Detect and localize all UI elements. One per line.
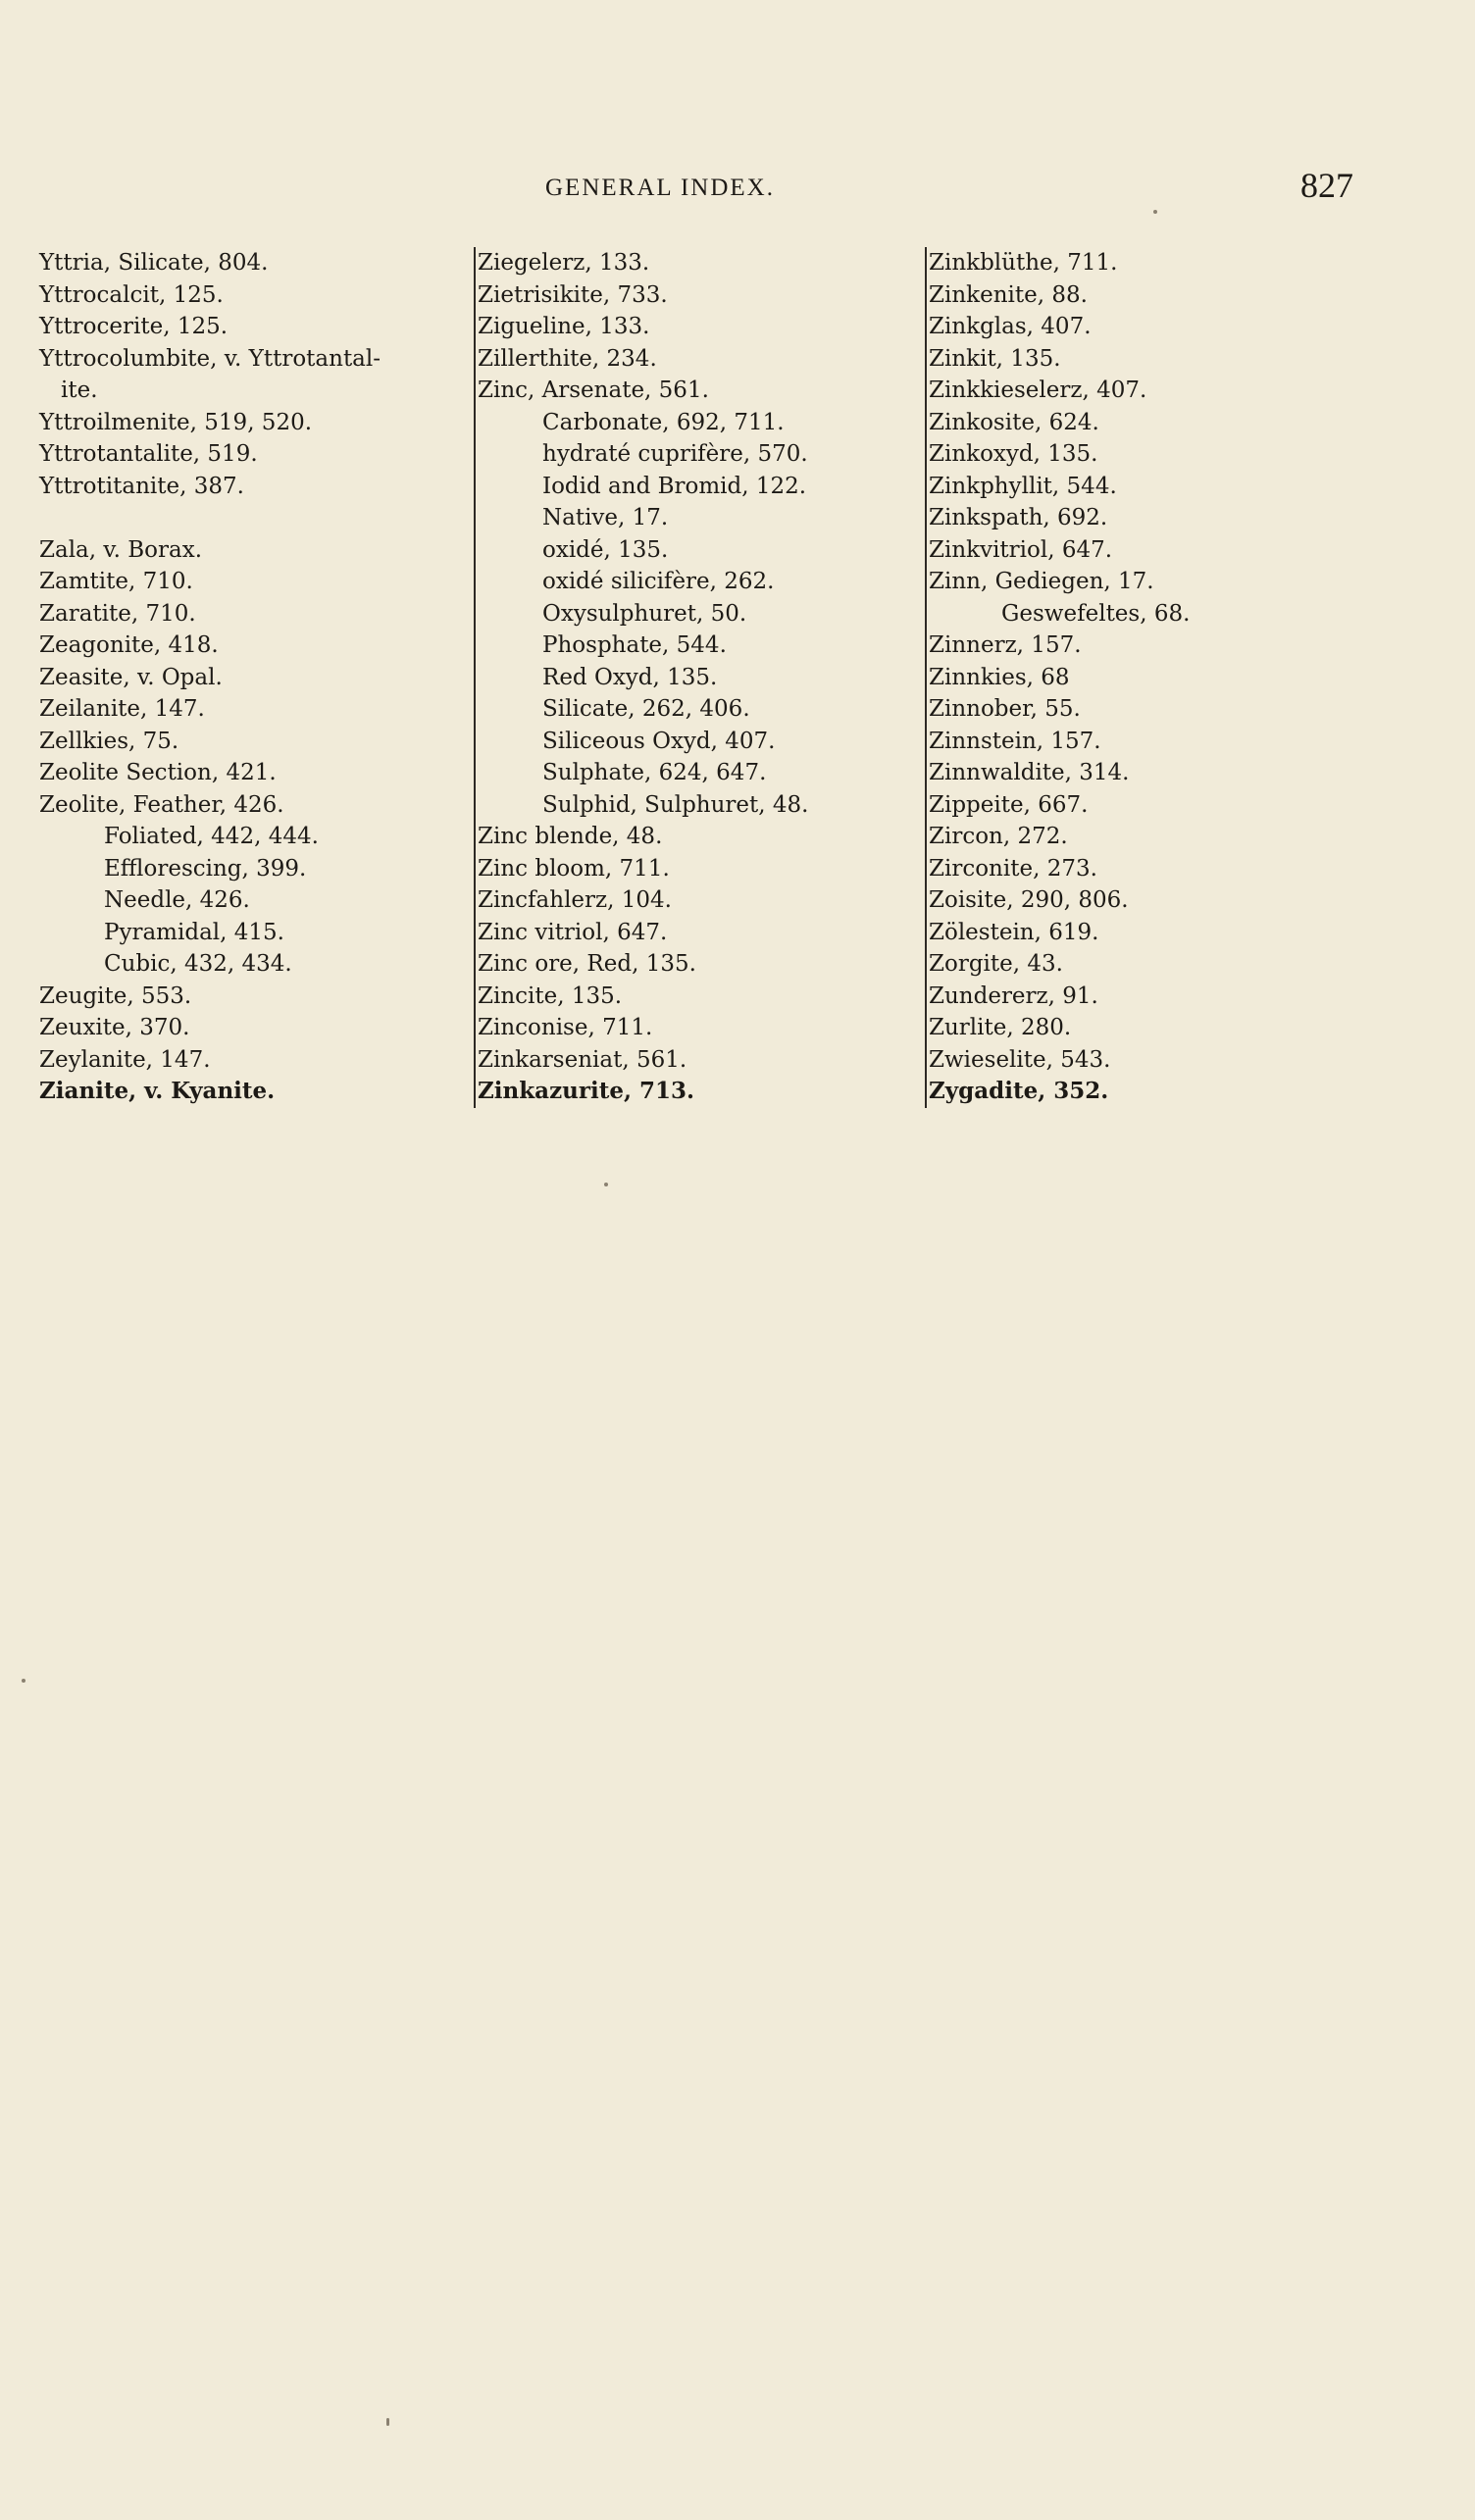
index-entry: Yttrocalcit, 125. [39,281,224,308]
index-entry: Zaratite, 710. [39,600,196,627]
index-entry: Zinnkies, 68 [929,664,1070,690]
index-entry: Zinc ore, Red, 135. [478,951,696,977]
index-entry: Zinc, Arsenate, 561. [478,378,709,403]
index-entry: Zygadite, 352. [929,1078,1109,1104]
index-entry-continuation: ite. [61,378,98,403]
index-entry: Zincfahlerz, 104. [478,887,672,913]
index-entry: Zölestein, 619. [929,919,1099,945]
index-entry: Zinnerz, 157. [929,632,1082,658]
running-title: GENERAL INDEX. [545,175,775,201]
index-entry: Zippeite, 667. [929,791,1089,818]
index-entry: Zinkkieselerz, 407. [929,378,1147,403]
index-entry: Yttrotitanite, 387. [39,473,244,499]
index-entry: Zircon, 272. [929,824,1068,849]
paper-speck [1153,210,1157,214]
index-entry: Zinkphyllit, 544. [929,473,1117,499]
page-number: 827 [1300,166,1353,205]
index-subentry: hydraté cuprifère, 570. [542,441,808,467]
index-column-2 [474,247,909,1108]
index-entry: Zinkenite, 88. [929,281,1088,308]
index-entry: Zinkarseniat, 561. [478,1046,687,1073]
index-entry: Ziegelerz, 133. [478,250,650,276]
index-subentry: oxidé, 135. [542,536,669,563]
index-entry: Zinc vitriol, 647. [478,919,668,945]
index-subentry: Red Oxyd, 135. [542,664,718,690]
paper-speck [386,2418,389,2426]
index-entry: Zinkit, 135. [929,345,1061,372]
index-column-1 [39,247,459,1108]
section-gap [39,502,459,534]
index-subentry: Iodid and Bromid, 122. [542,473,807,499]
index-entry: Yttrocerite, 125. [39,314,229,339]
index-entry: Zundererz, 91. [929,983,1098,1009]
index-subentry: Foliated, 442, 444. [104,824,319,849]
index-entry: Zincite, 135. [478,983,623,1009]
index-entry: Zeilanite, 147. [39,696,205,722]
index-entry: Zeylanite, 147. [39,1046,211,1073]
paper-speck [22,1679,25,1683]
index-entry: Zeolite, Feather, 426. [39,791,284,818]
index-entry: Zorgite, 43. [929,951,1063,977]
index-subentry: Phosphate, 544. [542,632,727,658]
index-entry: Zeuxite, 370. [39,1015,190,1040]
index-entry: Zeolite Section, 421. [39,760,277,785]
index-entry: Zianite, v. Kyanite. [39,1078,276,1104]
index-column-3 [925,247,1341,1108]
index-entry: Zinkblüthe, 711. [929,250,1118,276]
index-subentry: Efflorescing, 399. [104,855,307,882]
index-subentry: Needle, 426. [104,887,250,913]
index-entry: Zamtite, 710. [39,569,193,594]
index-subentry: Native, 17. [542,505,669,530]
page-header [0,165,1475,214]
index-entry: Yttria, Silicate, 804. [39,250,269,276]
index-entry: Zinkglas, 407. [929,314,1092,339]
index-entry: Zinkvitriol, 647. [929,536,1113,563]
index-entry: Zwieselite, 543. [929,1046,1111,1073]
index-entry: Zinnober, 55. [929,696,1081,722]
paper-speck [604,1183,608,1186]
index-subentry: Sulphate, 624, 647. [542,760,767,785]
index-entry: Zellkies, 75. [39,728,179,754]
index-entry: Zinkosite, 624. [929,409,1099,435]
index-subentry: Silicate, 262, 406. [542,696,750,722]
index-entry: Zinc blende, 48. [478,824,663,849]
index-entry: Zeasite, v. Opal. [39,664,223,690]
index-subentry: Sulphid, Sulphuret, 48. [542,791,809,818]
index-subentry: Cubic, 432, 434. [104,951,292,977]
index-subentry: Pyramidal, 415. [104,919,284,945]
index-subentry: oxidé silicifère, 262. [542,569,775,594]
index-entry: Yttrotantalite, 519. [39,441,258,467]
index-subentry: Geswefeltes, 68. [1001,600,1191,627]
index-subentry: Oxysulphuret, 50. [542,600,747,627]
index-entry: Zillerthite, 234. [478,345,657,372]
index-entry: Zoisite, 290, 806. [929,887,1129,913]
index-entry: Zinkspath, 692. [929,505,1108,530]
index-entry: Zirconite, 273. [929,855,1097,882]
index-entry: Zinnstein, 157. [929,728,1101,754]
index-entry: Zinkoxyd, 135. [929,441,1098,467]
index-entry: Zurlite, 280. [929,1015,1072,1040]
index-entry: Zeagonite, 418. [39,632,219,658]
index-subentry: Siliceous Oxyd, 407. [542,728,776,754]
index-entry: Zietrisikite, 733. [478,281,668,308]
index-entry: Yttrocolumbite, v. Yttrotantal- [39,345,381,372]
index-entry: Zinn, Gediegen, 17. [929,569,1154,594]
index-entry: Zinc bloom, 711. [478,855,670,882]
index-subentry: Carbonate, 692, 711. [542,409,785,435]
index-entry: Zinkazurite, 713. [478,1078,695,1104]
index-entry: Zinconise, 711. [478,1015,653,1040]
index-entry: Yttroilmenite, 519, 520. [39,409,313,435]
index-entry: Zala, v. Borax. [39,536,203,563]
index-entry: Zinnwaldite, 314. [929,760,1130,785]
index-entry: Zeugite, 553. [39,983,192,1009]
index-entry: Zigueline, 133. [478,314,650,339]
